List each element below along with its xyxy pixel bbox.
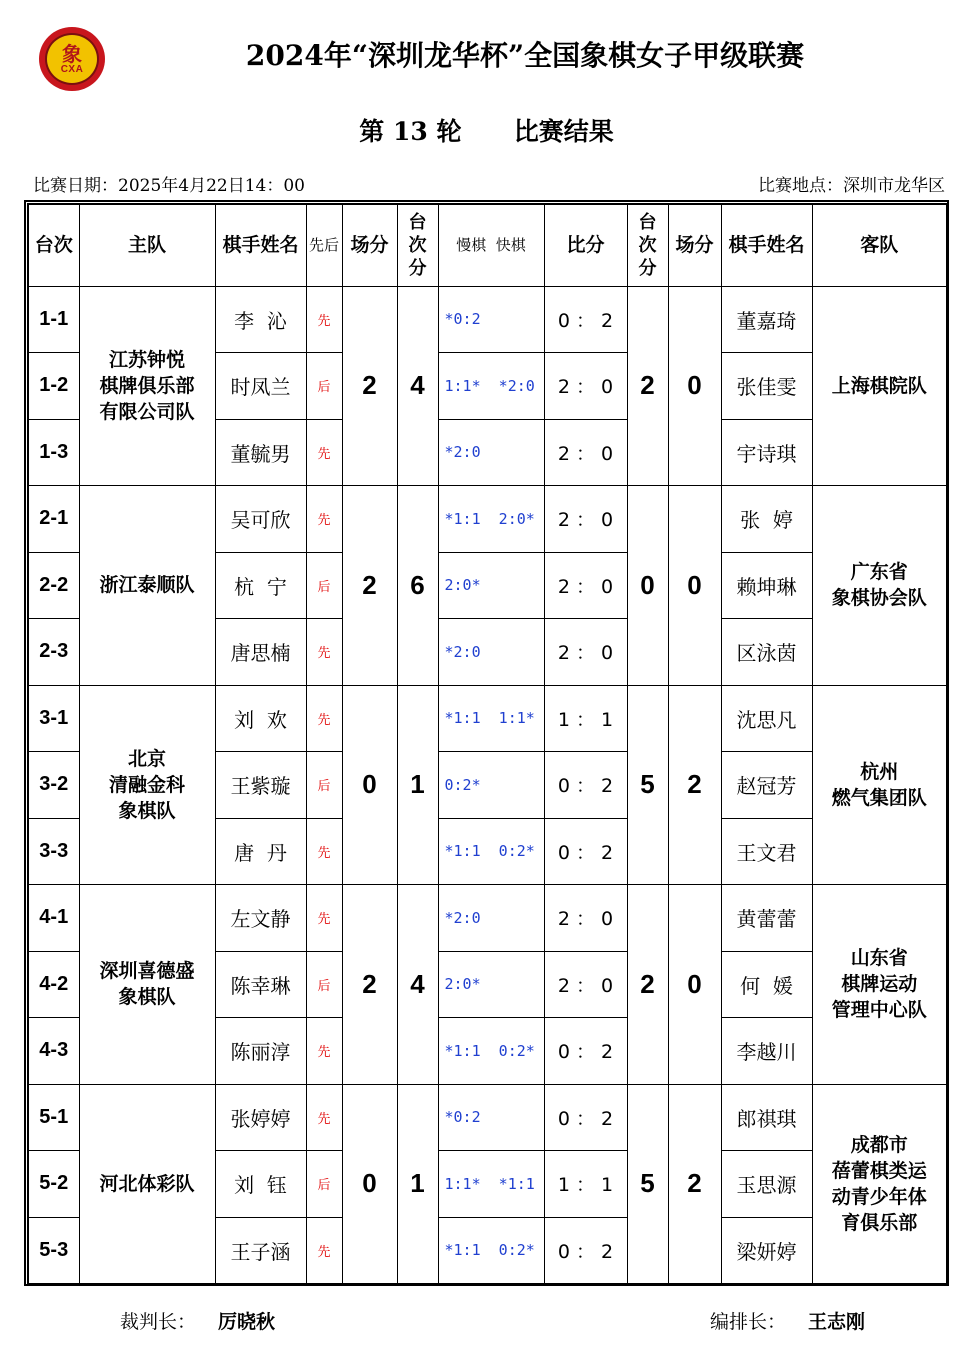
game-score: 0 ： 2 — [544, 286, 627, 353]
game-row — [28, 486, 947, 553]
away-board-points: 0 — [627, 486, 668, 686]
away-team — [812, 286, 947, 486]
game-number: 5-1 — [28, 1084, 79, 1151]
home-match-points: 2 — [342, 486, 397, 686]
game-number: 1-2 — [28, 353, 79, 420]
game-results: *1:1 1:1* — [438, 685, 544, 752]
home-team-line: 象棋队 — [118, 799, 176, 822]
game-row — [28, 885, 947, 952]
home-player: 刘 钰 — [215, 1151, 306, 1218]
col-header-home-board-pts-line: 分 — [408, 257, 427, 279]
chief-arbiter — [710, 1307, 865, 1334]
away-team-line: 山东省 — [850, 947, 908, 970]
game-results: *1:1 0:2* — [438, 1018, 544, 1085]
home-team — [79, 1084, 215, 1284]
away-team-line: 上海棋院队 — [831, 374, 927, 397]
chief-referee-name: 厉晓秋 — [218, 1311, 276, 1333]
game-number: 3-2 — [28, 752, 79, 819]
home-team-line: 江苏钟悦 — [108, 348, 185, 371]
away-player: 董嘉琦 — [721, 286, 812, 353]
home-team-line: 河北体彩队 — [99, 1172, 195, 1195]
home-player: 张婷婷 — [215, 1084, 306, 1151]
away-team — [812, 486, 947, 686]
game-results: *1:1 0:2* — [438, 1217, 544, 1284]
home-team — [79, 685, 215, 885]
game-score: 0 ： 2 — [544, 752, 627, 819]
game-results: *2:0 — [438, 419, 544, 486]
home-board-points: 1 — [397, 1084, 438, 1284]
game-number: 5-2 — [28, 1151, 79, 1218]
col-header-home-board-pts — [397, 204, 438, 286]
home-team-line: 象棋队 — [118, 986, 176, 1009]
game-number: 2-3 — [28, 619, 79, 686]
page-title: 2024年“深圳龙华杯”全国象棋女子甲级联赛 — [245, 39, 805, 72]
home-team — [79, 486, 215, 686]
play-order: 先 — [306, 1217, 342, 1284]
game-number: 3-1 — [28, 685, 79, 752]
away-match-points: 2 — [668, 1084, 721, 1284]
play-order: 后 — [306, 951, 342, 1018]
play-order: 后 — [306, 353, 342, 420]
col-header-away-player: 棋手姓名 — [721, 204, 812, 286]
home-team — [79, 885, 215, 1085]
away-team-line: 成都市 — [850, 1133, 908, 1156]
game-score: 1 ： 1 — [544, 1151, 627, 1218]
away-team-line: 育俱乐部 — [841, 1211, 918, 1234]
game-score: 2 ： 0 — [544, 951, 627, 1018]
away-player: 玉思源 — [721, 1151, 812, 1218]
home-player: 李 沁 — [215, 286, 306, 353]
away-player: 王文君 — [721, 818, 812, 885]
col-header-order: 先后 — [306, 204, 342, 286]
play-order: 先 — [306, 286, 342, 353]
home-player: 唐思楠 — [215, 619, 306, 686]
home-team-line: 浙江泰顺队 — [99, 574, 195, 597]
chief-arbiter-name: 王志刚 — [808, 1311, 866, 1333]
away-match-points: 0 — [668, 286, 721, 486]
game-number: 5-3 — [28, 1217, 79, 1284]
home-player: 王子涵 — [215, 1217, 306, 1284]
away-match-points: 0 — [668, 486, 721, 686]
results-table — [27, 203, 948, 1285]
home-board-points: 1 — [397, 685, 438, 885]
match-date: 比赛日期：2025年4月22日14：00 — [33, 176, 305, 196]
play-order: 后 — [306, 752, 342, 819]
game-number: 4-3 — [28, 1018, 79, 1085]
game-score: 2 ： 0 — [544, 619, 627, 686]
home-board-points: 4 — [397, 885, 438, 1085]
home-team-line: 棋牌俱乐部 — [99, 374, 195, 397]
away-team — [812, 885, 947, 1085]
play-order: 先 — [306, 1018, 342, 1085]
col-header-slow-fast: 慢棋 快棋 — [438, 204, 544, 286]
away-team — [812, 685, 947, 885]
away-board-points: 5 — [627, 685, 668, 885]
game-row — [28, 286, 947, 353]
col-header-home-match-pts: 场分 — [342, 204, 397, 286]
away-player: 区泳茵 — [721, 619, 812, 686]
game-score: 2 ： 0 — [544, 353, 627, 420]
chief-referee — [120, 1307, 275, 1334]
game-number: 3-3 — [28, 818, 79, 885]
home-match-points: 2 — [342, 286, 397, 486]
table-header-row — [28, 204, 947, 286]
away-board-points: 5 — [627, 1084, 668, 1284]
play-order: 先 — [306, 1084, 342, 1151]
home-team-line: 北京 — [127, 747, 166, 770]
game-number: 4-2 — [28, 951, 79, 1018]
home-player: 董毓男 — [215, 419, 306, 486]
match-location: 比赛地点：深圳市龙华区 — [758, 176, 945, 196]
away-team-line: 棋牌运动 — [841, 973, 918, 996]
home-team — [79, 286, 215, 486]
away-team-line: 动青少年体 — [831, 1185, 927, 1208]
col-header-away-board-pts-line: 次 — [638, 234, 657, 256]
away-team-line: 象棋协会队 — [831, 587, 927, 610]
game-number: 2-2 — [28, 552, 79, 619]
col-header-home-player: 棋手姓名 — [215, 204, 306, 286]
away-player: 梁妍婷 — [721, 1217, 812, 1284]
logo-glyph: 象 — [62, 41, 82, 66]
away-player: 黄蕾蕾 — [721, 885, 812, 952]
game-row — [28, 1084, 947, 1151]
game-score: 2 ： 0 — [544, 419, 627, 486]
game-results: 1:1* *1:1 — [438, 1151, 544, 1218]
col-header-away-board-pts-line: 台 — [638, 211, 657, 233]
home-player: 杭 宁 — [215, 552, 306, 619]
game-score: 2 ： 0 — [544, 552, 627, 619]
chief-arbiter-label: 编排长： — [710, 1311, 787, 1333]
home-player: 左文静 — [215, 885, 306, 952]
chief-referee-label: 裁判长： — [120, 1311, 197, 1333]
away-board-points: 2 — [627, 286, 668, 486]
home-team-line: 有限公司队 — [99, 400, 195, 423]
play-order: 后 — [306, 1151, 342, 1218]
game-number: 2-1 — [28, 486, 79, 553]
home-match-points: 2 — [342, 885, 397, 1085]
cxa-logo — [39, 27, 105, 91]
home-team-line: 清融金科 — [108, 773, 185, 796]
play-order: 先 — [306, 885, 342, 952]
away-team-line: 杭州 — [860, 760, 899, 783]
game-row — [28, 685, 947, 752]
game-number: 4-1 — [28, 885, 79, 952]
cxa-logo-emblem — [45, 33, 99, 85]
game-results: 2:0* — [438, 552, 544, 619]
game-score: 0 ： 2 — [544, 1084, 627, 1151]
home-player: 陈丽淳 — [215, 1018, 306, 1085]
play-order: 后 — [306, 552, 342, 619]
col-header-away-team: 客队 — [812, 204, 947, 286]
play-order: 先 — [306, 619, 342, 686]
col-header-board: 台次 — [28, 204, 79, 286]
game-results: *1:1 2:0* — [438, 486, 544, 553]
col-header-home-board-pts-line: 次 — [408, 234, 427, 256]
away-player: 宇诗琪 — [721, 419, 812, 486]
game-results: 2:0* — [438, 951, 544, 1018]
col-header-home-team: 主队 — [79, 204, 215, 286]
away-player: 赖坤琳 — [721, 552, 812, 619]
col-header-away-match-pts: 场分 — [668, 204, 721, 286]
play-order: 先 — [306, 818, 342, 885]
away-team-line: 燃气集团队 — [831, 786, 927, 809]
game-number: 1-1 — [28, 286, 79, 353]
home-board-points: 6 — [397, 486, 438, 686]
away-player: 赵冠芳 — [721, 752, 812, 819]
away-player: 李越川 — [721, 1018, 812, 1085]
away-player: 沈思凡 — [721, 685, 812, 752]
play-order: 先 — [306, 486, 342, 553]
col-header-home-board-pts-line: 台 — [408, 211, 427, 233]
away-team-line: 广东省 — [850, 561, 908, 584]
game-number: 1-3 — [28, 419, 79, 486]
play-order: 先 — [306, 419, 342, 486]
away-team-line: 蓓蕾棋类运 — [831, 1159, 927, 1182]
game-score: 0 ： 2 — [544, 1217, 627, 1284]
away-match-points: 0 — [668, 885, 721, 1085]
play-order: 先 — [306, 685, 342, 752]
away-board-points: 2 — [627, 885, 668, 1085]
game-score: 1 ： 1 — [544, 685, 627, 752]
away-player: 张 婷 — [721, 486, 812, 553]
home-player: 吴可欣 — [215, 486, 306, 553]
home-match-points: 0 — [342, 685, 397, 885]
game-score: 0 ： 2 — [544, 818, 627, 885]
away-player: 郎祺琪 — [721, 1084, 812, 1151]
logo-text: CXA — [60, 63, 84, 75]
home-player: 时凤兰 — [215, 353, 306, 420]
col-header-away-board-pts-line: 分 — [638, 257, 657, 279]
game-score: 0 ： 2 — [544, 1018, 627, 1085]
away-team — [812, 1084, 947, 1284]
home-board-points: 4 — [397, 286, 438, 486]
game-results: *0:2 — [438, 286, 544, 353]
game-score: 2 ： 0 — [544, 885, 627, 952]
game-results: *0:2 — [438, 1084, 544, 1151]
away-team-line: 管理中心队 — [831, 999, 927, 1022]
away-match-points: 2 — [668, 685, 721, 885]
game-results: *1:1 0:2* — [438, 818, 544, 885]
col-header-score: 比分 — [544, 204, 627, 286]
away-player: 张佳雯 — [721, 353, 812, 420]
game-results: *2:0 — [438, 619, 544, 686]
home-match-points: 0 — [342, 1084, 397, 1284]
home-player: 唐 丹 — [215, 818, 306, 885]
game-results: *2:0 — [438, 885, 544, 952]
home-player: 刘 欢 — [215, 685, 306, 752]
col-header-away-board-pts — [627, 204, 668, 286]
round-subtitle: 第 13 轮 比赛结果 — [359, 117, 614, 146]
home-player: 王紫璇 — [215, 752, 306, 819]
game-results: 1:1* *2:0 — [438, 353, 544, 420]
game-results: 0:2* — [438, 752, 544, 819]
away-player: 何 媛 — [721, 951, 812, 1018]
home-player: 陈幸琳 — [215, 951, 306, 1018]
home-team-line: 深圳喜德盛 — [99, 960, 195, 983]
game-score: 2 ： 0 — [544, 486, 627, 553]
